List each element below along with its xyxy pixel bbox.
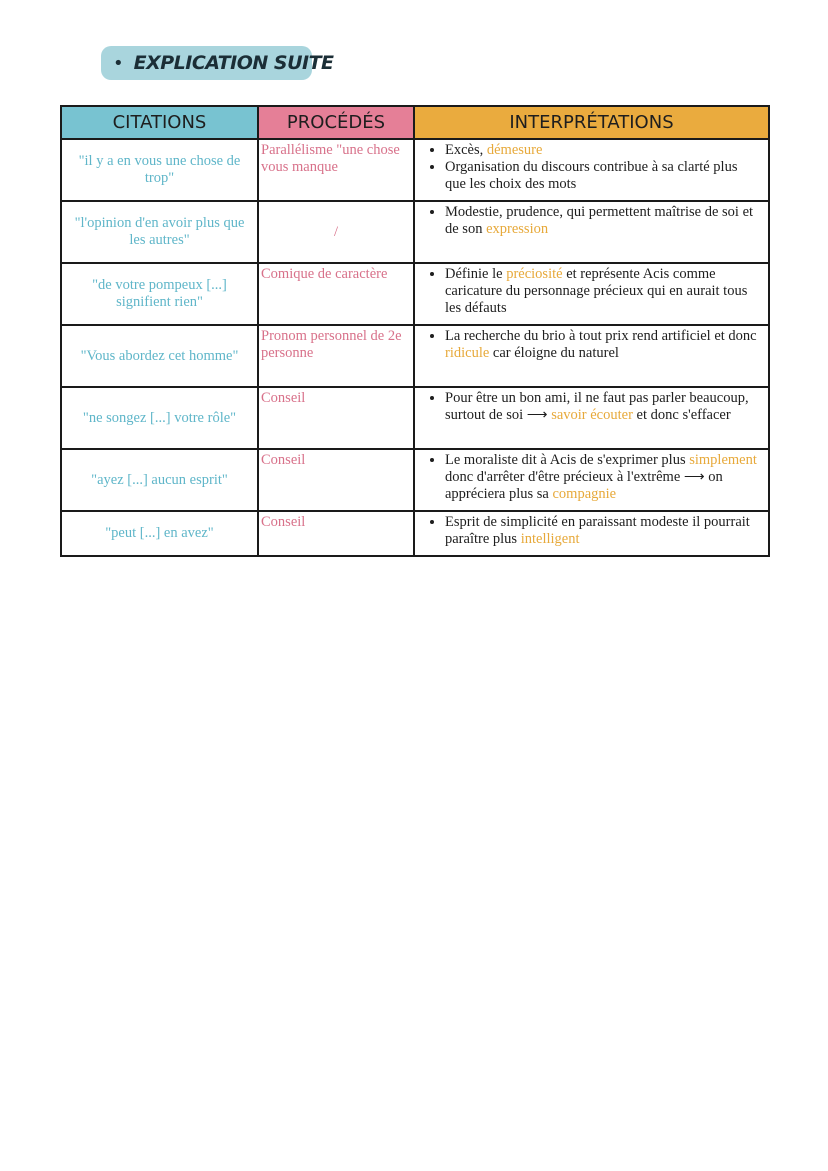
- procede-cell: Parallélisme "une chose vous manque: [258, 139, 414, 201]
- interpretation-cell: [414, 139, 769, 201]
- procede-cell: Comique de caractère: [258, 263, 414, 325]
- table-row: [61, 449, 769, 511]
- interpretation-item: • Modestie, prudence, qui permettent maîtrise de soi et de son expression: [445, 204, 762, 238]
- citation-cell: "l'opinion d'en avoir plus que les autres": [61, 201, 258, 263]
- interpretation-cell: [414, 263, 769, 325]
- interpretation-cell: [414, 449, 769, 511]
- citation-cell: "il y a en vous une chose de trop": [61, 139, 258, 201]
- interpretation-item: • Excès, démesure: [445, 142, 762, 159]
- interpretation-item: • Pour être un bon ami, il ne faut pas parler beaucoup, surtout de soi ⟶ savoir écouter et donc s'effacer: [445, 390, 762, 424]
- explication-table: [60, 105, 770, 557]
- column-header-citations: CITATIONS: [61, 106, 258, 139]
- interpretation-cell: [414, 325, 769, 387]
- interpretation-cell: [414, 511, 769, 556]
- procede-cell: Conseil: [258, 511, 414, 556]
- table-row: [61, 263, 769, 325]
- interpretation-item: • Organisation du discours contribue à sa clarté plus que les choix des mots: [445, 159, 762, 193]
- table-row: [61, 511, 769, 556]
- interpretation-item: • Le moraliste dit à Acis de s'exprimer plus simplement donc d'arrêter d'être précieux à l'extrême ⟶ on appréciera plus sa compagnie: [445, 452, 762, 503]
- table-row: [61, 139, 769, 201]
- procede-cell: Conseil: [258, 387, 414, 449]
- section-title-pill: [101, 46, 334, 80]
- table-header-row: [61, 106, 769, 139]
- interpretation-item: • Esprit de simplicité en paraissant modeste il pourrait paraître plus intelligent: [445, 514, 762, 548]
- table-row: [61, 201, 769, 263]
- table-row: [61, 387, 769, 449]
- column-header-procedes: PROCÉDÉS: [258, 106, 414, 139]
- procede-cell: Conseil: [258, 449, 414, 511]
- citation-cell: "ne songez [...] votre rôle": [61, 387, 258, 449]
- citation-cell: "de votre pompeux [...] signifient rien": [61, 263, 258, 325]
- section-title: EXPLICATION SUITE: [133, 52, 334, 74]
- column-header-interpretations: INTERPRÉTATIONS: [414, 106, 769, 139]
- procede-cell: Pronom personnel de 2e personne: [258, 325, 414, 387]
- bullet-icon: •: [113, 52, 124, 74]
- citation-cell: "peut [...] en avez": [61, 511, 258, 556]
- interpretation-item: • Définie le préciosité et représente Acis comme caricature du personnage précieux qui en aurait tous les défauts: [445, 266, 762, 317]
- citation-cell: "Vous abordez cet homme": [61, 325, 258, 387]
- table-row: [61, 325, 769, 387]
- interpretation-cell: [414, 201, 769, 263]
- procede-cell: /: [258, 201, 414, 263]
- interpretation-cell: [414, 387, 769, 449]
- interpretation-item: • La recherche du brio à tout prix rend artificiel et donc ridicule car éloigne du naturel: [445, 328, 762, 362]
- citation-cell: "ayez [...] aucun esprit": [61, 449, 258, 511]
